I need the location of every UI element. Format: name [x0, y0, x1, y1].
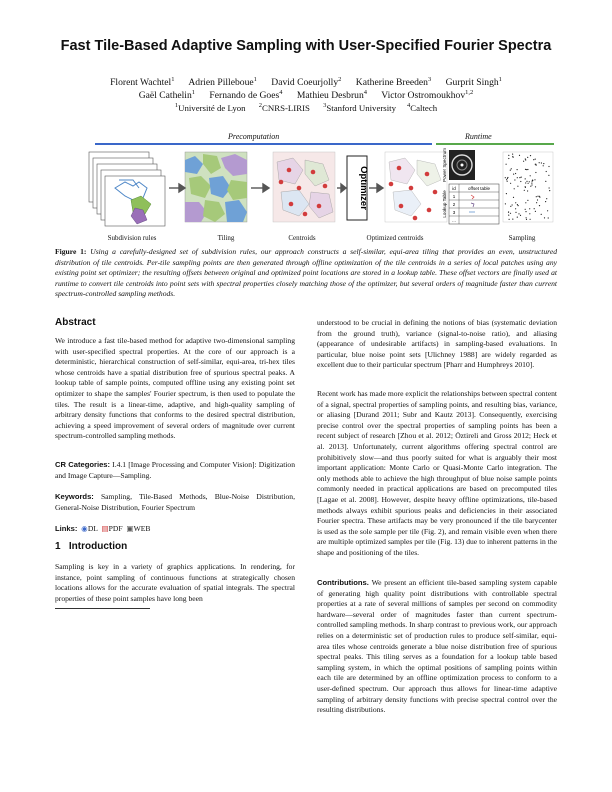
sample-dot	[510, 206, 511, 207]
runtime-line	[436, 143, 554, 145]
link-pdf[interactable]: PDF	[108, 524, 123, 533]
teaser-figure	[85, 148, 555, 236]
svg-text:Power Spectrum: Power Spectrum	[442, 148, 447, 182]
sample-dot	[525, 202, 526, 203]
sample-dot	[539, 162, 540, 163]
sample-dot	[510, 213, 511, 214]
sample-dot	[549, 187, 550, 188]
sample-dot	[527, 157, 528, 158]
sample-dot	[529, 213, 530, 214]
sample-dot	[529, 181, 530, 182]
power-spectrum-image	[442, 148, 475, 182]
sample-dot	[525, 211, 526, 212]
sample-dot	[546, 198, 547, 199]
pdf-icon: ▤	[101, 524, 109, 533]
sample-dot	[545, 181, 546, 182]
sample-dot	[513, 174, 514, 175]
sample-dot	[508, 155, 509, 156]
sample-dot	[535, 172, 536, 173]
paper-title: Fast Tile-Based Adaptive Sampling with User-Specified Fourier Spectra	[60, 38, 552, 54]
sample-dot	[514, 179, 515, 180]
sample-dot	[526, 217, 527, 218]
author: Adrien Pilleboue$^1$	[188, 76, 257, 89]
sample-dot	[525, 178, 526, 179]
sample-dot	[506, 164, 507, 165]
figure-caption	[55, 247, 557, 300]
sample-dot	[533, 159, 534, 160]
svg-text:offset table: offset table	[468, 186, 490, 191]
sample-dot	[517, 186, 518, 187]
sample-dot	[530, 219, 531, 220]
sample-dot	[528, 183, 529, 184]
sampling-image	[503, 152, 553, 222]
cr-categories: CR Categories: I.4.1 [Image Processing and Computer Vision]: Digitization and Image Capture—Sampling.	[55, 460, 296, 480]
sample-dot	[519, 155, 520, 156]
sample-dot	[506, 179, 507, 180]
sample-dot	[529, 208, 530, 209]
svg-text:...: ...	[452, 218, 456, 223]
caption-label: Figure 1:	[55, 247, 87, 256]
affiliations: $^1$Université de Lyon $^2$CNRS-LIRIS $^3$Stanford University $^4$Caltech	[174, 102, 438, 113]
keywords: Keywords: Sampling, Tile-Based Methods, Blue-Noise Distribution, General-Noise Distribution, Fourier Spectrum	[55, 492, 295, 512]
sample-dot	[525, 182, 526, 183]
sample-dot	[544, 217, 545, 218]
sample-dot	[508, 212, 509, 213]
sample-dot	[524, 190, 525, 191]
sample-dot	[547, 210, 548, 211]
label-centroids: Centroids	[288, 234, 316, 242]
author: Katherine Breeden$^3$	[355, 76, 432, 89]
sample-dot	[532, 180, 533, 181]
sample-dot	[517, 177, 518, 178]
svg-text:id: id	[452, 186, 456, 191]
optimized-centroids-image	[385, 152, 447, 222]
contributions-para: Contributions. We present an efficient tile-based sampling system capable of generating high quality point distributions with controllable spectral properties at a rate of several millions of samples per second on commodity hardware—several order of magnitudes faster than current spectrum-controlled sampling methods. In sharp contrast to previous work, our approach relies on a deterministic set of production rules to produce self-similar, equi-area tiles whose centroids generate a blue noise distribution free of spurious spectral peaks. This tiling serves as a foundation for a lookup table based sampling system, in which the optimal positions of sampling points within each tile are determined by an offline optimization process to conform to a user-defined spectrum. Our approach thus allows for linear-time adaptive sampling of arbitrary density functions with precise spectral control over the resulting distributions.	[317, 578, 557, 715]
lookup-table	[442, 184, 499, 224]
sample-dot	[525, 169, 526, 170]
sample-dot	[519, 177, 520, 178]
sample-dot	[514, 188, 515, 189]
label-tiling: Tiling	[217, 234, 235, 242]
optimizer-box	[347, 156, 369, 220]
sample-dot	[536, 202, 537, 203]
optimizer-label: Optimizer	[358, 166, 369, 210]
right-para-2: Recent work has made more explicit the relationships between spectral content of a signal, spectral properties of sampling points, and resulting bias, variance, or aliasing [Durand 2011; Subr and Kautz 2013]. Consequently, exercising precise control over the spectral properties of sampling points has been a recent subject of research [Zhou et al. 2012; Öztireli and Gross 2012; Heck et al. 2013]. Unfortunately, current algorithms offering spectral control are prohibitively slow—and thus poorly suited for what is arguably their most important application: Monte Carlo or Quasi-Monte Carlo integration. The only methods able to achieve the high throughput of blue noise sample points commonly needed in practical applications are based on precomputed tiles [Lagae et al. 2008]. However, despite heavy offline optimizations, tile-based methods always exhibit spurious peaks and deficiencies in their associated Fourier spectra. These artifacts may be very pronounced if the tile barycenter is used as the sole sample per tile (Fig. 2), and remain visible even when there are multiple optimized samples per tile (Fig. 13) due to inherent patterns in the shape and positioning of the tiles.	[317, 389, 557, 557]
link-dl[interactable]: DL	[87, 524, 98, 533]
precomputation-label: Precomputation	[228, 132, 280, 141]
abstract-text: We introduce a fast tile-based method for adaptive two-dimensional sampling with user-specified spectral properties. At the core of our approach is a deterministic, hierarchical construction of self-similar, equi-area, tri-hex tiles whose centroids have a spatial distribution free of spurious spectral peaks. A lookup table of sample points, computed offline using any existing point set optimizer to shape the samples' Fourier spectrum, is then used to populate the tiles. The result is a linear-time, adaptive, and high-quality sampling of arbitrary density functions that conforms to the desired spectral distribution, achieving a speed improvement of several orders of magnitude over current spectrum-controlled sampling methods.	[55, 336, 295, 441]
sample-dot	[517, 204, 518, 205]
sample-dot	[527, 169, 528, 170]
sample-dot	[510, 183, 511, 184]
sample-dot	[518, 213, 519, 214]
sample-dot	[526, 169, 527, 170]
sample-dot	[546, 171, 547, 172]
sample-dot	[512, 204, 513, 205]
sample-dot	[527, 200, 528, 201]
centroids-image	[273, 152, 335, 222]
dl-icon: ◉	[81, 524, 88, 533]
sample-dot	[513, 197, 514, 198]
right-para-1: understood to be crucial in defining the notions of bias (systematic deviation from the ground truth), variance (signal-to-noise ratio), and aliasing (appearance of undesirable artifacts) in sampling-based evaluations. In particular, blue noise point sets [Ulichney 1988] are widely regarded as excellent due to their particular spectrum [Pharr and Humphreys 2010].	[317, 318, 557, 370]
sample-dot	[525, 209, 526, 210]
svg-text:1: 1	[452, 194, 456, 199]
sample-dot	[549, 190, 550, 191]
sample-dot	[539, 196, 540, 197]
sample-dot	[512, 156, 513, 157]
svg-text:2: 2	[452, 202, 456, 207]
sample-dot	[548, 217, 549, 218]
sample-dot	[523, 161, 524, 162]
label-optimized-centroids: Optimized centroids	[366, 234, 424, 242]
sample-dot	[543, 163, 544, 164]
sample-dot	[512, 154, 513, 155]
sample-dot	[526, 181, 527, 182]
sample-dot	[515, 202, 516, 203]
subdivision-rules-image	[89, 152, 165, 226]
sample-dot	[535, 159, 536, 160]
caption-text: Using a carefully-designed set of subdivision rules, our approach constructs a self-similar, equi-area tiling that provides an even, unstructured distribution of tile centroids. Per-tile sampling points are then generated through offline optimization of the tile centroids in a series of local patches using any existing point set optimizer; the resulting offsets between original and optimized point locations are stored in a lookup table. These offset vectors are finally used at runtime to convert tile centroids into point sets with spectral properties closely matching those of the optimizer, but several orders of magnitude faster than current spectrum-controlled sampling methods.	[55, 247, 557, 299]
sample-dot	[541, 214, 542, 215]
sample-dot	[505, 203, 506, 204]
sample-dot	[535, 186, 536, 187]
author: Mathieu Desbrun$^4$	[296, 89, 367, 102]
sample-dot	[545, 201, 546, 202]
sample-dot	[517, 169, 518, 170]
sample-dot	[530, 186, 531, 187]
sample-dot	[520, 181, 521, 182]
web-icon: ▣	[126, 524, 134, 533]
abstract-heading: Abstract	[55, 317, 96, 328]
links-line: Links: ◉DL ▤PDF ▣WEB	[55, 524, 151, 533]
sample-dot	[508, 215, 509, 216]
precomputation-line	[95, 143, 432, 145]
label-subdivision-rules: Subdivision rules	[107, 234, 157, 242]
sample-dot	[517, 217, 518, 218]
link-web[interactable]: WEB	[133, 524, 151, 533]
sample-dot	[541, 162, 542, 163]
sample-dot	[505, 177, 506, 178]
sample-dot	[525, 158, 526, 159]
sample-dot	[515, 208, 516, 209]
sample-dot	[512, 219, 513, 220]
author: David Coeurjolly$^2$	[271, 76, 342, 89]
svg-text:Lookup Table: Lookup Table	[442, 190, 447, 218]
sample-dot	[539, 205, 540, 206]
sample-dot	[543, 165, 544, 166]
tiling-image	[185, 152, 247, 222]
sample-dot	[509, 219, 510, 220]
footnote-rule	[55, 608, 150, 609]
intro-text: Sampling is key in a variety of graphics applications. In rendering, for instance, point sampling of continuous functions at strategically chosen locations allows for the accurate evaluation of spatial integrals. The spectral properties of these point samples have long been	[55, 562, 295, 603]
sample-dot	[511, 168, 512, 169]
sample-dot	[537, 196, 538, 197]
author: Florent Wachtel$^1$	[110, 76, 175, 89]
author: Fernando de Goes$^4$	[209, 89, 283, 102]
sample-dot	[537, 199, 538, 200]
sample-dot	[534, 179, 535, 180]
sample-dot	[520, 215, 521, 216]
sample-dot	[531, 183, 532, 184]
sample-dot	[535, 211, 536, 212]
sample-dot	[510, 170, 511, 171]
sample-dot	[525, 186, 526, 187]
label-sampling: Sampling	[508, 234, 536, 242]
author: Victor Ostromoukhov$^{1,2}$	[381, 89, 474, 102]
sample-dot	[531, 184, 532, 185]
runtime-label: Runtime	[465, 132, 492, 141]
sample-dot	[521, 177, 522, 178]
svg-text:3: 3	[452, 210, 456, 215]
sample-dot	[527, 190, 528, 191]
author: Gurprit Singh$^1$	[445, 76, 502, 89]
sample-dot	[518, 205, 519, 206]
sample-dot	[507, 178, 508, 179]
sample-dot	[508, 158, 509, 159]
intro-heading: 1 Introduction	[55, 541, 128, 552]
sample-dot	[536, 196, 537, 197]
sample-dot	[534, 208, 535, 209]
sample-dot	[548, 175, 549, 176]
sample-dot	[515, 173, 516, 174]
sample-dot	[535, 164, 536, 165]
sample-dot	[536, 165, 537, 166]
sample-dot	[506, 193, 507, 194]
sample-dot	[526, 219, 527, 220]
sample-dot	[507, 181, 508, 182]
sample-dot	[530, 175, 531, 176]
sample-dot	[530, 155, 531, 156]
author: Gaël Cathelin$^1$	[138, 89, 196, 102]
sample-dot	[548, 166, 549, 167]
sample-dot	[515, 212, 516, 213]
